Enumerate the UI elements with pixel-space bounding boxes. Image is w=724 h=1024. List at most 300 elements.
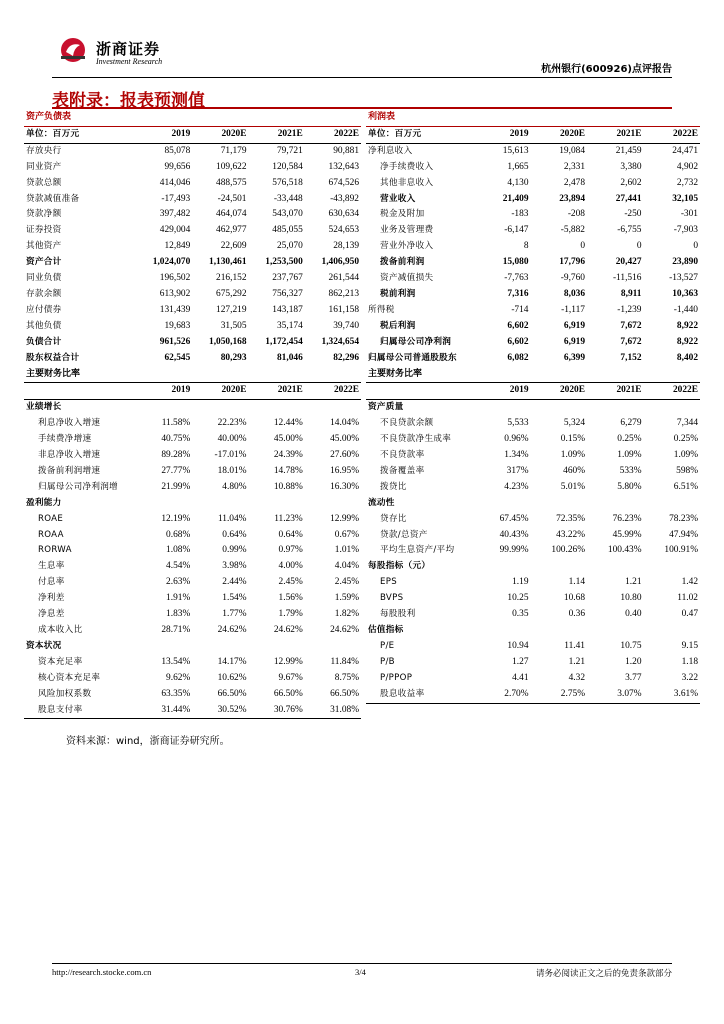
footer-disclaimer: 请务必阅读正文之后的免责条款部分 bbox=[535, 969, 672, 979]
row-value: 4.41 bbox=[512, 672, 529, 683]
row-value: 8,911 bbox=[620, 288, 642, 299]
row-value: 24,471 bbox=[672, 145, 698, 156]
row-value: 19,084 bbox=[559, 145, 585, 156]
table-title-row bbox=[24, 367, 361, 383]
row-value: 1.18 bbox=[681, 656, 698, 667]
row-value: 2,331 bbox=[563, 161, 585, 172]
row-value: 598% bbox=[676, 465, 698, 476]
group-heading-row bbox=[366, 400, 700, 416]
row-label: 存放央行 bbox=[26, 145, 62, 156]
group-heading-row bbox=[366, 559, 700, 575]
row-value: 1,324,654 bbox=[321, 336, 359, 347]
table-row bbox=[366, 607, 700, 623]
row-value: 7,344 bbox=[676, 418, 698, 429]
row-value: 43.22% bbox=[556, 529, 585, 540]
row-value: 23,890 bbox=[672, 257, 698, 268]
row-value: 1.21 bbox=[568, 656, 585, 667]
table-row bbox=[24, 287, 361, 303]
year-header: 2019 bbox=[136, 383, 192, 400]
row-label: 营业外净收入 bbox=[380, 241, 434, 252]
row-value: 47.94% bbox=[669, 529, 698, 540]
row-label: 其他资产 bbox=[26, 241, 62, 252]
row-label: 存款余额 bbox=[26, 288, 62, 299]
table-row bbox=[366, 464, 700, 480]
row-value: 630,634 bbox=[328, 209, 359, 220]
row-value: 99.99% bbox=[499, 545, 529, 556]
brand-subtitle: Investment Research bbox=[96, 57, 163, 66]
row-value: 3.07% bbox=[587, 687, 644, 703]
row-value: 8,922 bbox=[676, 336, 698, 347]
year-header: 2020E bbox=[192, 383, 248, 400]
brand-name: 浙商证券 bbox=[96, 40, 161, 58]
row-value: 6,399 bbox=[563, 352, 585, 363]
table-row bbox=[24, 192, 361, 208]
row-value: 76.23% bbox=[612, 513, 642, 524]
table-row bbox=[24, 559, 361, 575]
row-value: 0.35 bbox=[512, 609, 529, 620]
row-label: BVPS bbox=[380, 593, 404, 604]
row-value: 11.58% bbox=[161, 418, 191, 429]
table-row bbox=[24, 143, 361, 159]
row-value: 0.99% bbox=[222, 545, 247, 556]
row-value: 8.75% bbox=[334, 672, 359, 683]
row-label: 股息支付率 bbox=[24, 703, 136, 719]
table-row bbox=[24, 512, 361, 528]
row-label: EPS bbox=[380, 577, 397, 588]
table-row bbox=[24, 703, 361, 719]
row-value: -208 bbox=[567, 209, 585, 220]
row-value: 1.83% bbox=[166, 609, 191, 620]
row-value: 18.01% bbox=[217, 465, 247, 476]
table-row bbox=[24, 160, 361, 176]
row-value: 4.00% bbox=[278, 561, 303, 572]
row-value: 0.67% bbox=[334, 529, 359, 540]
row-value: 5.01% bbox=[560, 481, 585, 492]
row-value: 1,050,168 bbox=[209, 336, 247, 347]
table-header-row bbox=[366, 383, 700, 400]
row-label: ROAA bbox=[38, 529, 64, 540]
table-row bbox=[24, 432, 361, 448]
row-value: 1.09% bbox=[673, 450, 698, 461]
row-value: 1.27 bbox=[512, 656, 529, 667]
row-value: 1.34% bbox=[504, 450, 529, 461]
row-label: 所得税 bbox=[368, 304, 395, 315]
table-row bbox=[366, 671, 700, 687]
row-value: 429,004 bbox=[159, 225, 191, 236]
row-value: -17.01% bbox=[214, 450, 247, 461]
table-row bbox=[366, 639, 700, 655]
row-value: 1.42 bbox=[681, 577, 698, 588]
table-row bbox=[24, 255, 361, 271]
row-label: 净利息收入 bbox=[368, 145, 413, 156]
row-value: 2.45% bbox=[334, 577, 359, 588]
row-label: 负债合计 bbox=[26, 336, 62, 347]
year-header: 2022E bbox=[644, 383, 701, 400]
table-row bbox=[24, 351, 361, 367]
row-value: 4,130 bbox=[507, 177, 529, 188]
row-value: 5.80% bbox=[617, 481, 642, 492]
row-value: 4.32 bbox=[568, 672, 585, 683]
group-heading-row bbox=[24, 400, 361, 416]
row-value: 21,459 bbox=[615, 145, 642, 156]
row-value: 2.44% bbox=[222, 577, 247, 588]
year-header: 2021E bbox=[587, 126, 644, 143]
row-value: 1.82% bbox=[334, 609, 359, 620]
row-value: 12.44% bbox=[273, 418, 303, 429]
table-row bbox=[24, 687, 361, 703]
table-header-row bbox=[24, 126, 361, 143]
row-value: 2.45% bbox=[278, 577, 303, 588]
row-value: 0 bbox=[580, 241, 585, 252]
row-value: 4.80% bbox=[222, 481, 247, 492]
row-value: 13.54% bbox=[161, 656, 191, 667]
row-value: 8,922 bbox=[676, 320, 698, 331]
row-label: 贷款总额 bbox=[26, 177, 62, 188]
row-value: -1,117 bbox=[561, 304, 585, 315]
row-value: 0 bbox=[693, 241, 698, 252]
row-value: 1.08% bbox=[166, 545, 191, 556]
table-row bbox=[24, 480, 361, 496]
row-value: 31.44% bbox=[136, 703, 192, 719]
row-label: 证券投资 bbox=[26, 225, 62, 236]
row-value: 10.25 bbox=[507, 593, 529, 604]
row-value: 10.62% bbox=[217, 672, 247, 683]
table-title: 资产负债表 bbox=[24, 110, 361, 126]
unit-label bbox=[24, 383, 136, 400]
row-value: 488,575 bbox=[216, 177, 247, 188]
table-header-row bbox=[24, 383, 361, 400]
row-label: 生息率 bbox=[38, 561, 65, 572]
table-row bbox=[366, 512, 700, 528]
table-title: 利润表 bbox=[366, 110, 700, 126]
row-value: 90,881 bbox=[333, 145, 359, 156]
row-value: 543,070 bbox=[272, 209, 303, 220]
row-value: 161,158 bbox=[328, 304, 359, 315]
row-value: 485,055 bbox=[272, 225, 303, 236]
row-value: 2.70% bbox=[474, 687, 531, 703]
row-label: 非息净收入增速 bbox=[38, 450, 101, 461]
table-row bbox=[24, 176, 361, 192]
row-value: 4,902 bbox=[676, 161, 698, 172]
year-header: 2022E bbox=[305, 383, 361, 400]
row-value: 24.62% bbox=[217, 625, 247, 635]
table-row bbox=[24, 335, 361, 351]
row-value: -9,760 bbox=[560, 273, 585, 284]
year-header: 2019 bbox=[474, 126, 531, 143]
row-value: 66.50% bbox=[217, 688, 247, 699]
row-value: 7,672 bbox=[620, 320, 642, 331]
table-row bbox=[366, 528, 700, 544]
row-value: 460% bbox=[563, 465, 585, 476]
row-value: 10,363 bbox=[672, 288, 698, 299]
row-value: 127,219 bbox=[216, 304, 247, 315]
row-value: 1.21 bbox=[625, 577, 642, 588]
row-value: 12.99% bbox=[330, 513, 359, 524]
table-title-row bbox=[366, 110, 700, 126]
table-title-row bbox=[24, 110, 361, 126]
table-row bbox=[366, 687, 700, 703]
group-heading: 业绩增长 bbox=[26, 402, 62, 413]
row-value: 1,172,454 bbox=[265, 336, 303, 347]
row-label: 归属母公司净利润 bbox=[380, 336, 452, 347]
row-value: 317% bbox=[506, 465, 529, 476]
row-label: 贷款减值准备 bbox=[26, 193, 80, 204]
row-value: 6,602 bbox=[507, 336, 529, 347]
row-value: 66.50% bbox=[330, 688, 359, 699]
row-value: 14.17% bbox=[217, 656, 247, 667]
group-heading: 估值指标 bbox=[368, 625, 404, 635]
table-row bbox=[24, 464, 361, 480]
group-heading: 资本状况 bbox=[26, 640, 62, 651]
group-heading-row bbox=[24, 639, 361, 655]
row-value: 4.54% bbox=[166, 561, 191, 572]
row-label: 净息差 bbox=[38, 609, 65, 620]
row-value: 10.94 bbox=[507, 640, 529, 651]
left-table bbox=[24, 110, 361, 719]
row-value: 15,613 bbox=[502, 145, 529, 156]
footer-url[interactable]: http://research.stocke.com.cn bbox=[52, 967, 152, 977]
table-row bbox=[366, 319, 700, 335]
row-value: 1.19 bbox=[512, 577, 529, 588]
year-header: 2021E bbox=[249, 383, 305, 400]
table-row bbox=[24, 623, 361, 639]
table-row bbox=[24, 655, 361, 671]
row-value: 28,139 bbox=[333, 241, 359, 252]
row-label: 拨备前利润 bbox=[380, 257, 425, 268]
row-value: 24.62% bbox=[330, 625, 359, 635]
row-value: 63.35% bbox=[161, 688, 191, 699]
left-column bbox=[24, 110, 361, 719]
year-header: 2019 bbox=[474, 383, 531, 400]
table-row bbox=[366, 207, 700, 223]
row-value: 9.67% bbox=[278, 672, 303, 683]
table-row bbox=[366, 480, 700, 496]
table-row bbox=[24, 303, 361, 319]
row-value: 862,213 bbox=[328, 288, 359, 299]
row-value: 2.63% bbox=[166, 577, 191, 588]
row-value: 27.77% bbox=[161, 465, 191, 476]
row-value: 1.01% bbox=[334, 545, 359, 556]
row-value: 67.45% bbox=[499, 513, 529, 524]
row-label: 贷款净额 bbox=[26, 209, 62, 220]
row-label: 成本收入比 bbox=[38, 625, 83, 635]
table-row bbox=[366, 176, 700, 192]
row-value: 27.60% bbox=[330, 450, 359, 461]
table-row bbox=[366, 543, 700, 559]
row-value: 10.75 bbox=[620, 640, 642, 651]
row-value: 1.79% bbox=[278, 609, 303, 620]
row-value: 11.04% bbox=[217, 513, 247, 524]
row-label: RORWA bbox=[38, 545, 72, 556]
table-row bbox=[366, 239, 700, 255]
table-row bbox=[366, 143, 700, 159]
table-row bbox=[24, 448, 361, 464]
table-row bbox=[366, 255, 700, 271]
row-value: 40.00% bbox=[217, 434, 247, 445]
row-value: -11,516 bbox=[612, 273, 642, 284]
row-value: 9.62% bbox=[166, 672, 191, 683]
row-value: 31.08% bbox=[305, 703, 361, 719]
table-row bbox=[24, 239, 361, 255]
row-value: 2,732 bbox=[676, 177, 698, 188]
group-heading-row bbox=[366, 496, 700, 512]
row-value: 6.51% bbox=[673, 481, 698, 492]
year-header: 2019 bbox=[136, 126, 192, 143]
row-value: 1.77% bbox=[222, 609, 247, 620]
row-value: 22.23% bbox=[217, 418, 247, 429]
row-value: 62,545 bbox=[164, 352, 191, 363]
page-number: 3/4 bbox=[355, 967, 366, 977]
section-divider bbox=[52, 107, 672, 109]
row-value: 1,665 bbox=[507, 161, 529, 172]
row-label: 业务及管理费 bbox=[380, 225, 434, 236]
header-divider bbox=[52, 77, 672, 78]
group-heading: 资产质量 bbox=[368, 402, 404, 413]
table-row bbox=[366, 448, 700, 464]
row-value: 32,105 bbox=[672, 193, 698, 204]
row-value: -1,440 bbox=[673, 304, 698, 315]
row-value: -13,527 bbox=[669, 273, 698, 284]
row-label: P/E bbox=[380, 640, 395, 651]
table-header-row bbox=[366, 126, 700, 143]
table-row bbox=[366, 192, 700, 208]
row-value: 0.96% bbox=[504, 434, 529, 445]
row-label: 净利差 bbox=[38, 593, 65, 604]
table-row bbox=[366, 335, 700, 351]
row-value: 6,919 bbox=[563, 336, 585, 347]
row-value: 20,427 bbox=[615, 257, 642, 268]
table-row bbox=[24, 575, 361, 591]
row-label: 净手续费收入 bbox=[380, 161, 434, 172]
row-value: 30.76% bbox=[249, 703, 305, 719]
row-label: 资产合计 bbox=[26, 257, 62, 268]
row-label: 拨备覆盖率 bbox=[380, 465, 425, 476]
row-value: 109,622 bbox=[216, 161, 247, 172]
row-value: 40.43% bbox=[499, 529, 529, 540]
row-value: 3.98% bbox=[222, 561, 247, 572]
row-value: 0.64% bbox=[222, 529, 247, 540]
group-heading: 每股指标（元） bbox=[368, 561, 431, 572]
row-value: 99,656 bbox=[164, 161, 191, 172]
year-header: 2022E bbox=[305, 126, 361, 143]
row-value: 12.19% bbox=[161, 513, 191, 524]
row-value: 8,402 bbox=[676, 352, 698, 363]
row-value: 1.14 bbox=[568, 577, 585, 588]
footer-divider bbox=[52, 963, 672, 964]
group-heading-row bbox=[366, 623, 700, 639]
row-value: 24.62% bbox=[273, 625, 303, 635]
row-value: 0 bbox=[636, 241, 642, 252]
row-value: 7,152 bbox=[620, 352, 642, 363]
row-label: 股东权益合计 bbox=[26, 352, 80, 363]
row-value: 196,502 bbox=[159, 273, 191, 284]
row-value: 1.54% bbox=[222, 593, 247, 604]
table-row bbox=[24, 528, 361, 544]
row-value: 961,526 bbox=[159, 336, 191, 347]
row-value: 6,919 bbox=[563, 320, 585, 331]
row-value: 8 bbox=[523, 241, 529, 252]
row-value: 0.36 bbox=[568, 609, 585, 620]
table-row bbox=[366, 655, 700, 671]
row-value: 3,380 bbox=[620, 161, 642, 172]
row-label: 其他非息收入 bbox=[380, 177, 434, 188]
row-value: 5,533 bbox=[507, 418, 529, 429]
row-value: 3.61% bbox=[644, 687, 701, 703]
row-value: 8,036 bbox=[563, 288, 585, 299]
row-value: 72.35% bbox=[556, 513, 585, 524]
row-value: 40.75% bbox=[161, 434, 191, 445]
row-label: 不良贷款余额 bbox=[380, 418, 434, 429]
row-label: 不良贷款净生成率 bbox=[380, 434, 452, 445]
row-value: 11.23% bbox=[274, 513, 303, 524]
row-label: 归属母公司普通股股东 bbox=[368, 352, 457, 363]
year-header: 2022E bbox=[644, 126, 701, 143]
row-label: 税前利润 bbox=[380, 288, 416, 299]
row-value: 397,482 bbox=[159, 209, 191, 220]
row-label: 不良贷款率 bbox=[380, 450, 425, 461]
row-value: 10.80 bbox=[620, 593, 642, 604]
table-row bbox=[366, 432, 700, 448]
row-value: 132,643 bbox=[328, 161, 359, 172]
table-row bbox=[366, 271, 700, 287]
row-label: 风险加权系数 bbox=[38, 688, 92, 699]
row-value: 3.77 bbox=[625, 672, 642, 683]
row-value: 464,074 bbox=[216, 209, 247, 220]
row-value: 12.99% bbox=[273, 656, 303, 667]
row-value: 1,024,070 bbox=[152, 257, 191, 268]
row-label: 付息率 bbox=[38, 577, 65, 588]
row-value: 14.04% bbox=[330, 418, 359, 429]
table-row bbox=[24, 271, 361, 287]
table-row bbox=[24, 591, 361, 607]
row-value: -24,501 bbox=[217, 193, 247, 204]
row-label: 手续费净增速 bbox=[38, 434, 92, 445]
unit-label bbox=[366, 383, 474, 400]
row-value: 1.20 bbox=[625, 656, 642, 667]
row-value: 12,849 bbox=[164, 241, 191, 252]
row-value: 21,409 bbox=[502, 193, 529, 204]
row-value: -183 bbox=[511, 209, 529, 220]
row-value: 120,584 bbox=[272, 161, 303, 172]
row-value: -7,903 bbox=[673, 225, 698, 236]
group-heading: 流动性 bbox=[368, 497, 395, 508]
row-value: 0.68% bbox=[166, 529, 191, 540]
row-value: 28.71% bbox=[161, 625, 191, 635]
table-row bbox=[366, 287, 700, 303]
row-value: 31,505 bbox=[220, 320, 247, 331]
row-label: 归属母公司净利润增 bbox=[38, 481, 119, 492]
row-value: 9.15 bbox=[681, 640, 698, 651]
row-value: 237,767 bbox=[272, 273, 303, 284]
row-value: 19,683 bbox=[164, 320, 191, 331]
row-value: 45.00% bbox=[273, 434, 303, 445]
row-value: 79,721 bbox=[276, 145, 303, 156]
row-value: -301 bbox=[680, 209, 698, 220]
row-label: 营业收入 bbox=[380, 193, 416, 204]
year-header: 2021E bbox=[249, 126, 305, 143]
row-value: 462,977 bbox=[216, 225, 247, 236]
row-value: -6,147 bbox=[504, 225, 529, 236]
year-header: 2020E bbox=[192, 126, 248, 143]
table-row bbox=[366, 416, 700, 432]
table-row bbox=[366, 351, 700, 367]
row-value: 17,796 bbox=[559, 257, 585, 268]
row-value: 414,046 bbox=[159, 177, 191, 188]
row-label: P/PPOP bbox=[380, 672, 413, 683]
row-value: 11.02 bbox=[677, 593, 698, 604]
row-value: 524,653 bbox=[328, 225, 359, 236]
group-heading-row bbox=[24, 496, 361, 512]
